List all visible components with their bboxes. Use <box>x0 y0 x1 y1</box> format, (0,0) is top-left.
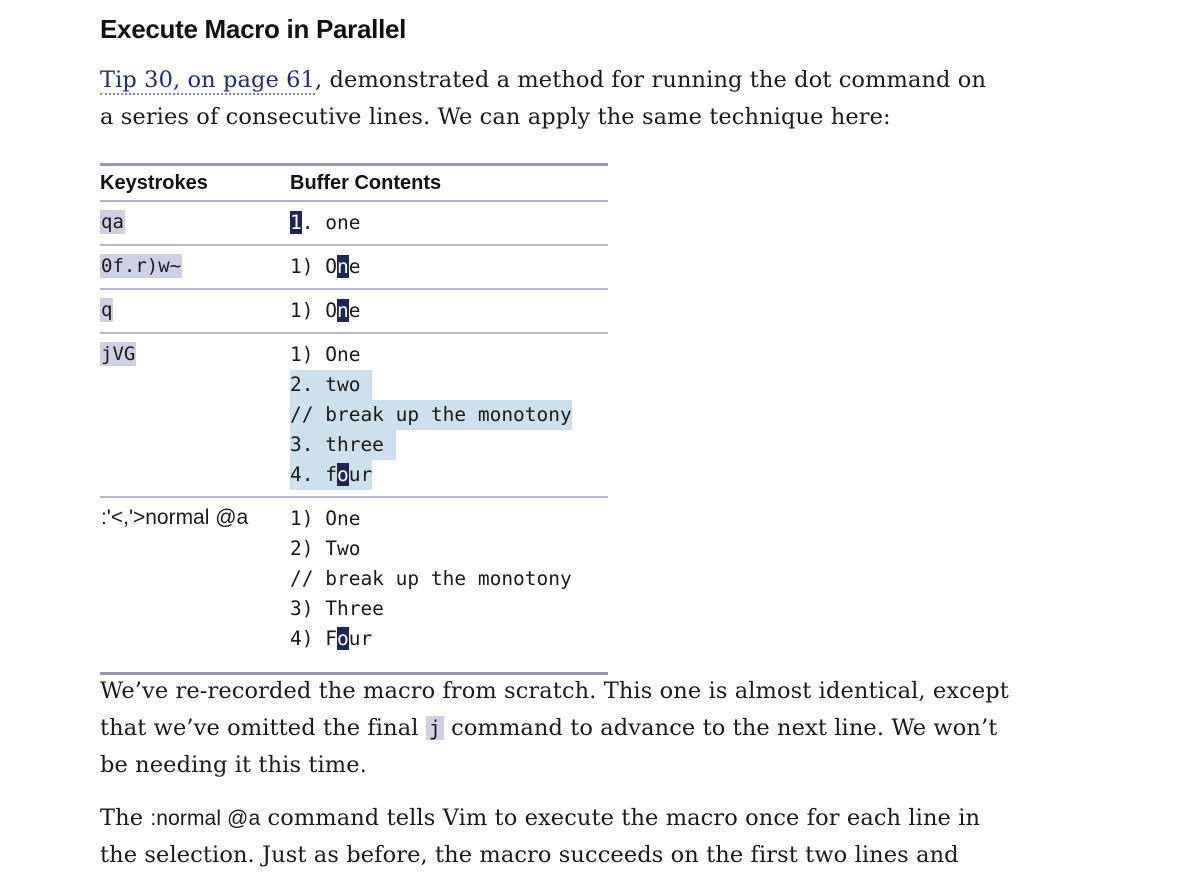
buffer-line <box>290 340 608 370</box>
cursor: o <box>336 627 349 650</box>
keystroke-sequence: 0f.r)w~ <box>101 255 182 277</box>
buffer-line-text <box>290 597 384 620</box>
keystroke-sequence: :'<,'>normal @a <box>101 506 249 529</box>
table-row <box>100 333 608 497</box>
buffer-cell <box>290 289 608 333</box>
buffer-line-text <box>290 343 360 366</box>
buffer-line <box>290 208 608 238</box>
buffer-line <box>290 430 608 460</box>
buffer-text-before: // break up the monotony <box>290 403 572 426</box>
intro-text-2: a series of consecutive lines. We can apply the same technique here: <box>100 104 891 130</box>
buffer-line <box>290 296 608 326</box>
paragraph-3 <box>100 800 1080 874</box>
keystrokes-cell <box>100 201 290 245</box>
buffer-line <box>290 460 608 490</box>
cursor: n <box>336 299 349 322</box>
buffer-line <box>290 252 608 282</box>
buffer-line <box>290 370 608 400</box>
buffer-line-text <box>290 567 572 590</box>
intro-paragraph <box>100 62 1080 136</box>
buffer-line-text <box>290 627 372 650</box>
buffer-cell <box>290 201 608 245</box>
visual-selection <box>290 370 372 400</box>
buffer-cell <box>290 497 608 674</box>
keystrokes-cell <box>100 245 290 289</box>
buffer-cell <box>290 245 608 289</box>
buffer-text-after: e <box>348 299 361 322</box>
table-row <box>100 245 608 289</box>
buffer-text-after: . one <box>301 211 361 234</box>
buffer-text-before: 1) One <box>290 507 361 530</box>
keystroke-sequence: q <box>101 299 113 321</box>
buffer-line <box>290 564 608 594</box>
keystrokes-cell <box>100 333 290 497</box>
buffer-text-after: ur <box>348 627 373 650</box>
header-keystrokes: Keystrokes <box>100 165 290 202</box>
buffer-text-after: ur <box>348 463 373 486</box>
buffer-line-text <box>290 537 360 560</box>
buffer-text-before: 4. f <box>290 463 337 486</box>
buffer-text-before: 2) Two <box>290 537 361 560</box>
tip-30-link[interactable]: Tip 30, on page 61 <box>100 67 316 93</box>
buffer-text-before: 3. three <box>290 433 396 456</box>
buffer-text-before: // break up the monotony <box>290 567 572 590</box>
buffer-line <box>290 400 608 430</box>
buffer-text-before: 3) Three <box>290 597 384 620</box>
buffer-text-before: 2. two <box>290 373 373 396</box>
buffer-text-before: 1) O <box>290 255 337 278</box>
para3-line1-before: The <box>100 805 151 831</box>
buffer-line <box>290 504 608 534</box>
cursor: 1 <box>290 211 302 234</box>
keystrokes-cell <box>100 289 290 333</box>
buffer-cell <box>290 333 608 497</box>
para2-line3: be needing it this time. <box>100 752 367 778</box>
para2-line1: We’ve re-recorded the macro from scratch. This one is almost identical, except <box>100 678 1009 704</box>
buffer-text-before: 4) F <box>290 627 337 650</box>
buffer-line-text <box>290 255 360 278</box>
visual-selection <box>290 460 372 490</box>
keystrokes-cell <box>100 497 290 674</box>
visual-selection <box>290 400 572 430</box>
buffer-text-after: e <box>348 255 361 278</box>
cursor: o <box>336 463 349 486</box>
table-row <box>100 201 608 245</box>
table-body <box>100 201 608 674</box>
buffer-text-before: 1) One <box>290 343 361 366</box>
section-heading: Execute Macro in Parallel <box>100 14 407 44</box>
para2-line2-after: command to advance to the next line. We won’t <box>443 715 998 741</box>
buffer-line <box>290 624 608 654</box>
buffer-line <box>290 594 608 624</box>
buffer-line-text <box>290 299 360 322</box>
keystroke-sequence: qa <box>101 211 124 233</box>
buffer-text-before: 1) O <box>290 299 337 322</box>
inline-command-normal: :normal @a <box>150 807 261 830</box>
keystroke-sequence: jVG <box>101 343 136 365</box>
keystrokes-table <box>100 163 608 675</box>
buffer-line-text <box>290 211 360 234</box>
intro-text-1: , demonstrated a method for running the dot command on <box>315 67 987 93</box>
buffer-line <box>290 534 608 564</box>
paragraph-2 <box>100 673 1080 784</box>
table-row <box>100 289 608 333</box>
table-row <box>100 497 608 674</box>
para3-line1-after: command tells Vim to execute the macro once for each line in <box>260 805 981 831</box>
inline-code-j: j <box>426 716 444 740</box>
cursor: n <box>336 255 349 278</box>
buffer-line-text <box>290 507 360 530</box>
para3-line2: the selection. Just as before, the macro succeeds on the first two lines and <box>100 842 959 868</box>
header-buffer-contents: Buffer Contents <box>290 165 608 202</box>
para2-line2-before: that we’ve omitted the final <box>100 715 426 741</box>
visual-selection <box>290 430 396 460</box>
